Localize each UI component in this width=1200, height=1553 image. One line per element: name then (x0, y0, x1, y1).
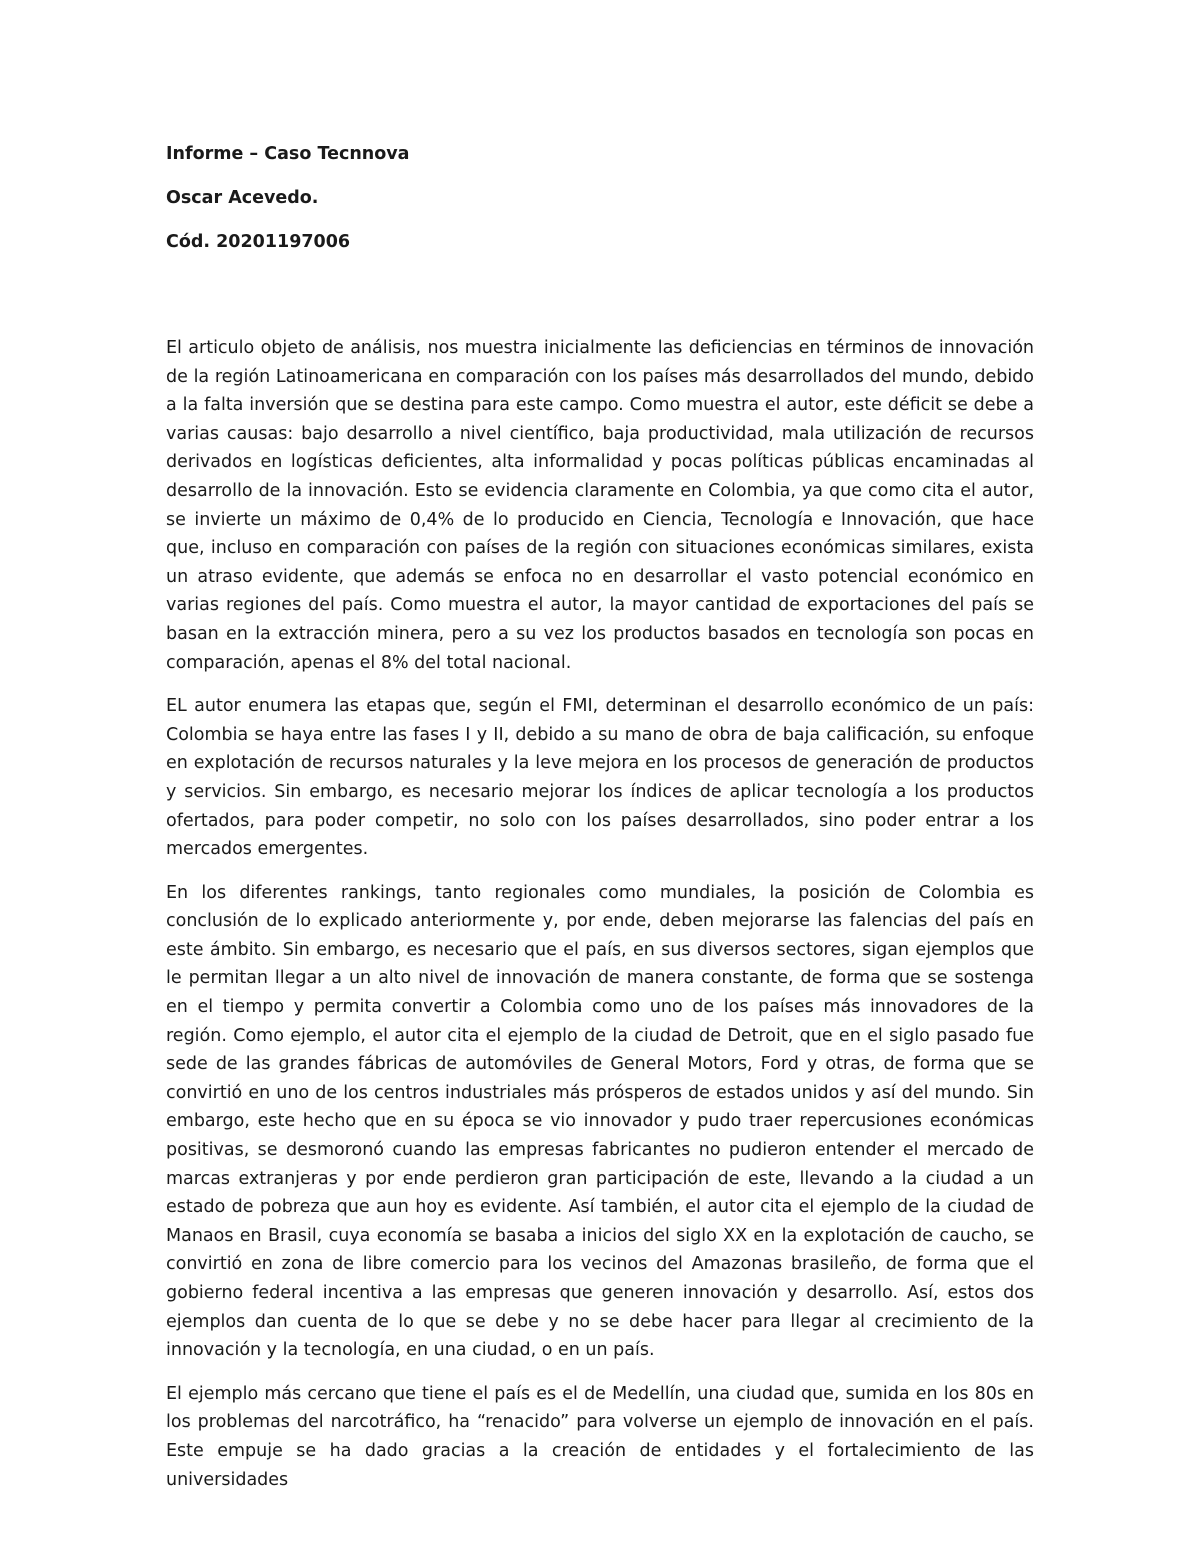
paragraph-3: En los diferentes rankings, tanto regionales como mundiales, la posición de Colombia es conclusión de lo explicado anteriormente y, por ende, deben mejorarse las falencias del país en este ámbito. Sin embargo, es necesario que el país, en sus diversos sectores, sigan ejemplos que le permitan llegar a un alto nivel de innovación de manera constante, de forma que se sostenga en el tiempo y permita convertir a Colombia como uno de los países más innovadores de la región. Como ejemplo, el autor cita el ejemplo de la ciudad de Detroit, que en el siglo pasado fue sede de las grandes fábricas de automóviles de General Motors, Ford y otras, de forma que se convirtió en uno de los centros industriales más prósperos de estados unidos y así del mundo. Sin embargo, este hecho que en su época se vio innovador y pudo traer repercusiones económicas positivas, se desmoronó cuando las empresas fabricantes no pudieron entender el mercado de marcas extranjeras y por ende perdieron gran participación de este, llevando a la ciudad a un estado de pobreza que aun hoy es evidente. Así también, el autor cita el ejemplo de la ciudad de Manaos en Brasil, cuya economía se basaba a inicios del siglo XX en la explotación de caucho, se convirtió en zona de libre comercio para los vecinos del Amazonas brasileño, de forma que el gobierno federal incentiva a las empresas que generen innovación y desarrollo. Así, estos dos ejemplos dan cuenta de lo que se debe y no se debe hacer para llegar al crecimiento de la innovación y la tecnología, en una ciudad, o en un país. (166, 882, 1034, 1361)
paragraph-4: El ejemplo más cercano que tiene el país es el de Medellín, una ciudad que, sumida en los 80s en los problemas del narcotráfico, ha “renacido” para volverse un ejemplo de innovación en el país. Este empuje se ha dado gracias a la creación de entidades y el fortalecimiento de las universidades (166, 1383, 1034, 1490)
document-body (166, 140, 1034, 1509)
author-name: Oscar Acevedo. (166, 188, 319, 208)
header-spacer (166, 272, 1034, 334)
paragraph-2: EL autor enumera las etapas que, según el FMI, determinan el desarrollo económico de un país: Colombia se haya entre las fases I y II, debido a su mano de obra de baja calificación, su enfoque en explotación de recursos naturales y la leve mejora en los procesos de generación de productos y servicios. Sin embargo, es necesario mejorar los índices de aplicar tecnología a los productos ofertados, para poder competir, no solo con los países desarrollados, sino poder entrar a los mercados emergentes. (166, 696, 1034, 860)
student-code: Cód. 20201197006 (166, 232, 351, 252)
report-title: Informe – Caso Tecnnova (166, 144, 410, 164)
paragraph-1: El articulo objeto de análisis, nos muestra inicialmente las deficiencias en términos de innovación de la región Latinoamericana en comparación con los países más desarrollados del mundo, debido a la falta inversión que se destina para este campo. Como muestra el autor, este déficit se debe a varias causas: bajo desarrollo a nivel científico, baja productividad, mala utilización de recursos derivados en logísticas deficientes, alta informalidad y pocas políticas públicas encaminadas al desarrollo de la innovación. Esto se evidencia claramente en Colombia, ya que como cita el autor, se invierte un máximo de 0,4% de lo producido en Ciencia, Tecnología e Innovación, que hace que, incluso en comparación con países de la región con situaciones económicas similares, exista un atraso evidente, que además se enfoca no en desarrollar el vasto potencial económico en varias regiones del país. Como muestra el autor, la mayor cantidad de exportaciones del país se basan en la extracción minera, pero a su vez los productos basados en tecnología son pocas en comparación, apenas el 8% del total nacional. (166, 338, 1034, 673)
